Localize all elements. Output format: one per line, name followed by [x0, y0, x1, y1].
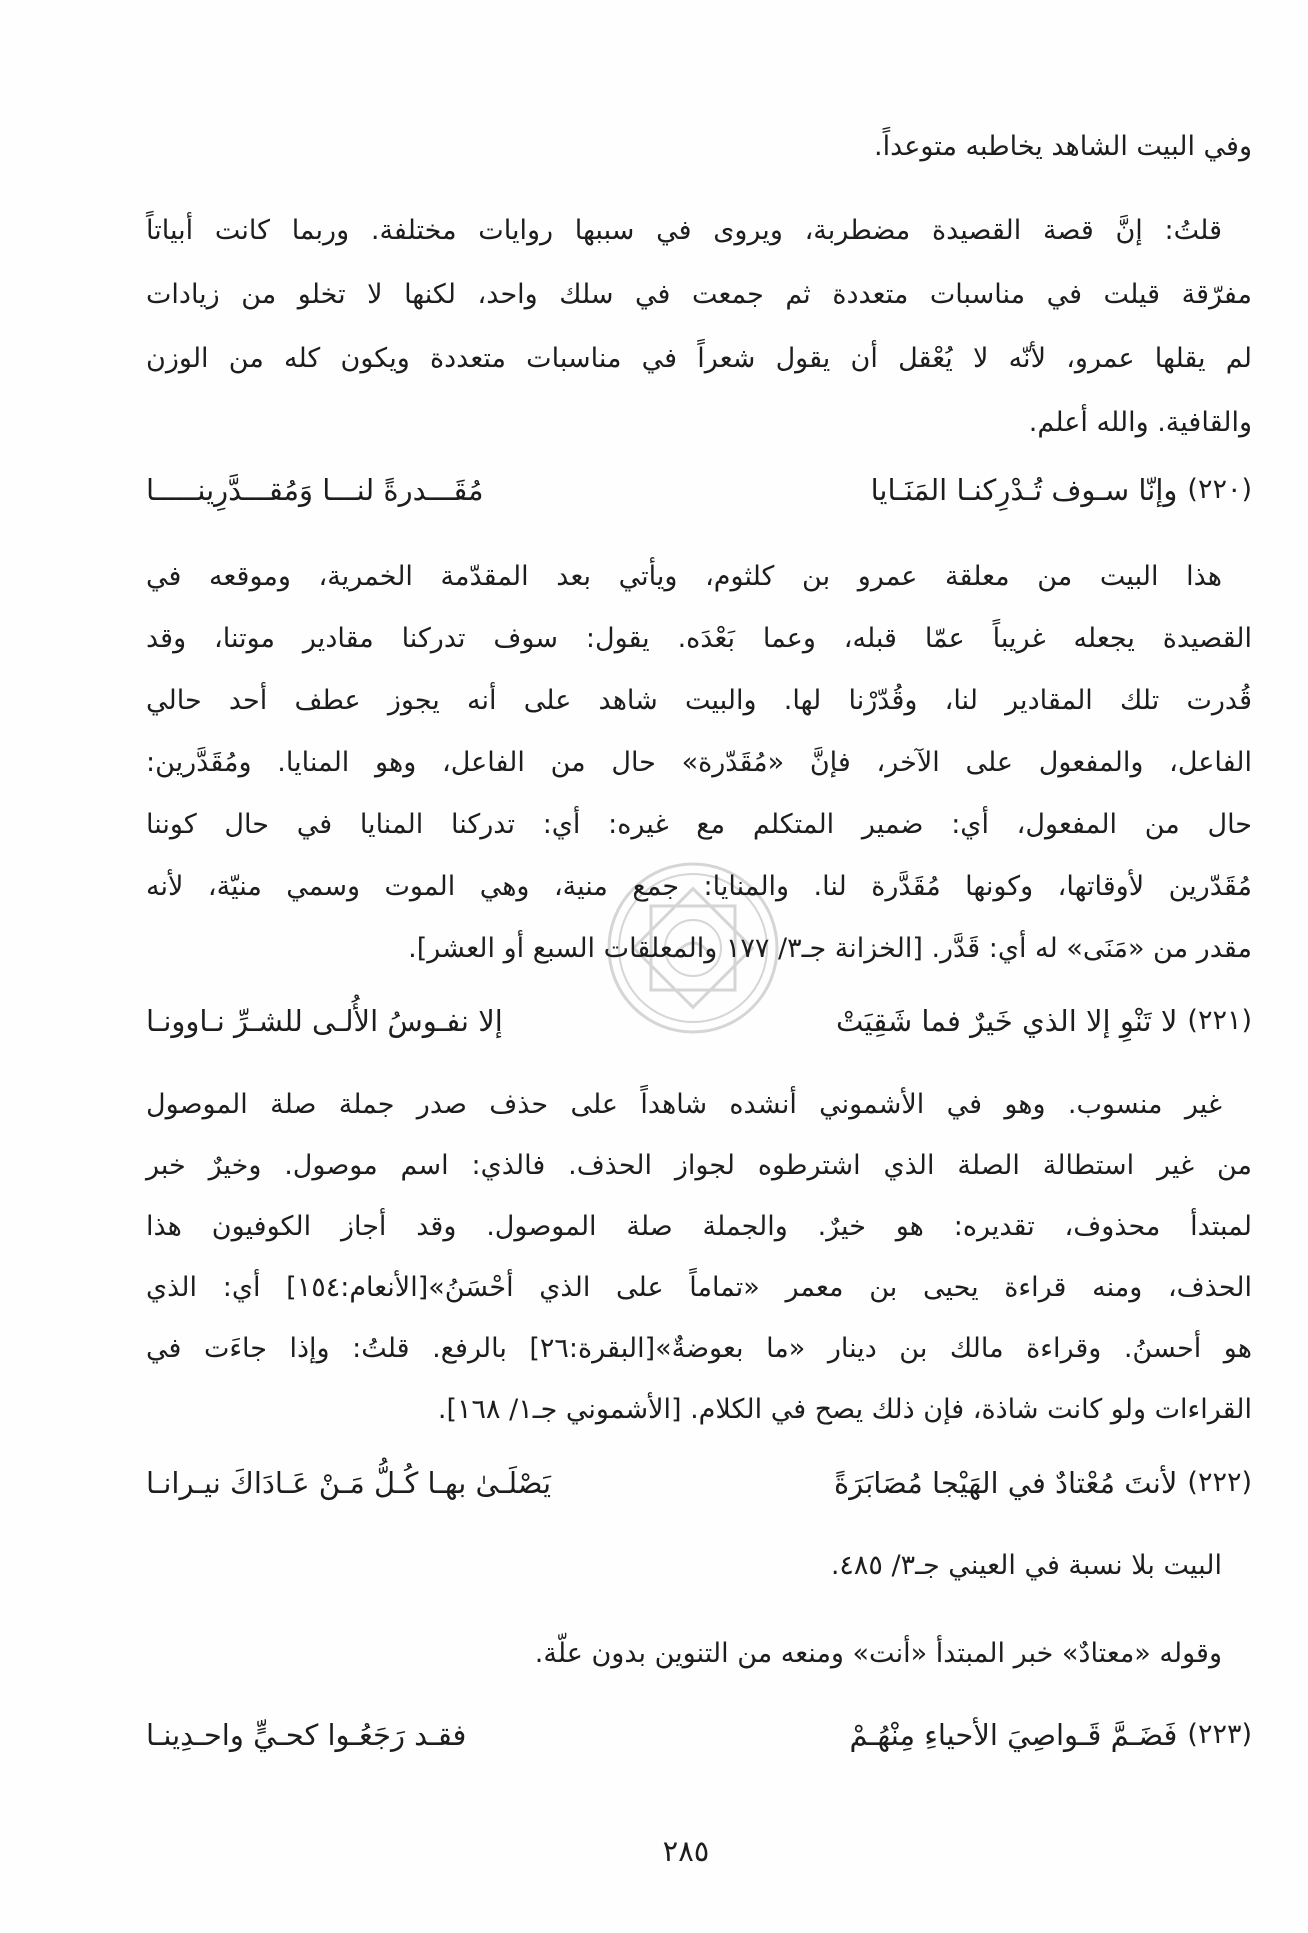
text-line: مفرّقة قيلت في مناسبات متعددة ثم جمعت في سلك واحد، لكنها لا تخلو من زيادات — [146, 279, 1252, 310]
verse-second-hemistich: مُقَـــدرةً لنـــا وَمُقـــدَّرِينـــــا — [146, 473, 484, 507]
verse-first-hemistich: لا تَنْوِ إلا الذي خَيرٌ فما شَقِيَتْ — [835, 1004, 1178, 1038]
paragraph-comment-before-220 — [146, 199, 1252, 455]
verse-221 — [146, 989, 1252, 1053]
text-line: هو أحسنُ. وقراءة مالك بن دينار «ما بعوضةٌ»[البقرة:٢٦] بالرفع. قلتُ: وإذا جاءَت في — [146, 1333, 1252, 1364]
paragraph-note-222 — [146, 1623, 1252, 1685]
text-line: والقافية. والله أعلم. — [1028, 407, 1252, 438]
text-line: قُدرت تلك المقادير لنا، وقُدّرْنا لها. والبيت شاهد على أنه يجوز عطف أحد حالي — [146, 685, 1252, 716]
verse-second-hemistich: يَصْلَـىٰ بهـا كُـلُّ مَـنْ عَـادَاكَ نيـرانـا — [146, 1466, 552, 1500]
intro-paragraph — [146, 116, 1252, 178]
text-line: وقوله «معتادٌ» خبر المبتدأ «أنت» ومنعه من التنوين بدون علّة. — [534, 1638, 1222, 1669]
verse-first-hemistich-group — [836, 989, 1252, 1053]
verse-number: (٢٢٢) — [1187, 1467, 1252, 1498]
verse-number: (٢٢٠) — [1187, 474, 1252, 505]
verse-second-hemistich: فقـد رَجَعُـوا كحـيٍّ واحـدِينـا — [146, 1718, 467, 1752]
verse-223 — [146, 1703, 1252, 1767]
paragraph-source-222 — [146, 1535, 1252, 1597]
text-line: من غير استطالة الصلة الذي اشترطوه لجواز الحذف. فالذي: اسم موصول. وخيرٌ خبر — [146, 1150, 1252, 1181]
verse-222 — [146, 1451, 1252, 1515]
text-line: القراءات ولو كانت شاذة، فإن ذلك يصح في الكلام. [الأشموني جـ١/ ١٦٨]. — [437, 1394, 1252, 1425]
verse-220 — [146, 458, 1252, 522]
text-line: لم يقلها عمرو، لأنّه لا يُعْقل أن يقول شعراً في مناسبات متعددة ويكون كله من الوزن — [146, 343, 1252, 374]
text-line: مُقَدّرين لأوقاتها، وكونها مُقَدَّرة لنا. والمنايا: جمع منية، وهي الموت وسمي منيّة، لأنه — [146, 871, 1252, 902]
verse-first-hemistich-group — [871, 458, 1252, 522]
text-line: غير منسوب. وهو في الأشموني أنشده شاهداً على حذف صدر جملة صلة الموصول — [146, 1089, 1222, 1120]
verse-second-hemistich: إلا نفـوسُ الأُلـى للشـرِّ نـاوونـا — [146, 1004, 503, 1038]
text-line: حال من المفعول، أي: ضمير المتكلم مع غيره: أي: تدركنا المنايا في حال كوننا — [146, 809, 1252, 840]
text-line: البيت بلا نسبة في العيني جـ٣/ ٤٨٥. — [830, 1550, 1222, 1581]
text-line: القصيدة يجعله غريباً عمّا قبله، وعما بَعْدَه. يقول: سوف تدركنا مقادير موتنا، وقد — [146, 623, 1252, 654]
text-line: الحذف، ومنه قراءة يحيى بن معمر «تماماً على الذي أحْسَنُ»[الأنعام:١٥٤] أي: الذي — [146, 1272, 1252, 1303]
text-line: هذا البيت من معلقة عمرو بن كلثوم، ويأتي بعد المقدّمة الخمرية، وموقعه في — [146, 561, 1222, 592]
paragraph-commentary-221 — [146, 1074, 1252, 1440]
text-line: الفاعل، والمفعول على الآخر، فإنَّ «مُقَدّرة» حال من الفاعل، وهو المنايا. ومُقَدَّرين: — [146, 747, 1252, 778]
paragraph-commentary-220 — [146, 546, 1252, 980]
verse-first-hemistich-group — [834, 1451, 1252, 1515]
page-number: ٢٨٥ — [662, 1834, 710, 1868]
text-line: مقدر من «مَنَى» له أي: قَدَّر. [الخزانة جـ٣/ ١٧٧ والمعلقات السبع أو العشر]. — [408, 933, 1252, 964]
verse-number: (٢٢٣) — [1187, 1719, 1252, 1750]
verse-first-hemistich: لأنتَ مُعْتادٌ في الهَيْجا مُصَابَرَةً — [834, 1466, 1178, 1500]
text-line: قلتُ: إنَّ قصة القصيدة مضطربة، ويروى في سببها روايات مختلفة. وربما كانت أبياتاً — [146, 215, 1222, 246]
text-line: لمبتدأ محذوف، تقديره: هو خيرٌ. والجملة صلة الموصول. وقد أجاز الكوفيون هذا — [146, 1211, 1252, 1242]
verse-first-hemistich: فَضَـمَّ قَـواصِيَ الأحياءِ مِنْهُـمْ — [849, 1718, 1178, 1752]
verse-first-hemistich: وإنّا سـوف تُـدْرِكنـا المَنَـايا — [870, 473, 1178, 507]
verse-first-hemistich-group — [850, 1703, 1252, 1767]
text-line: وفي البيت الشاهد يخاطبه متوعداً. — [874, 131, 1252, 162]
verse-number: (٢٢١) — [1187, 1005, 1252, 1036]
